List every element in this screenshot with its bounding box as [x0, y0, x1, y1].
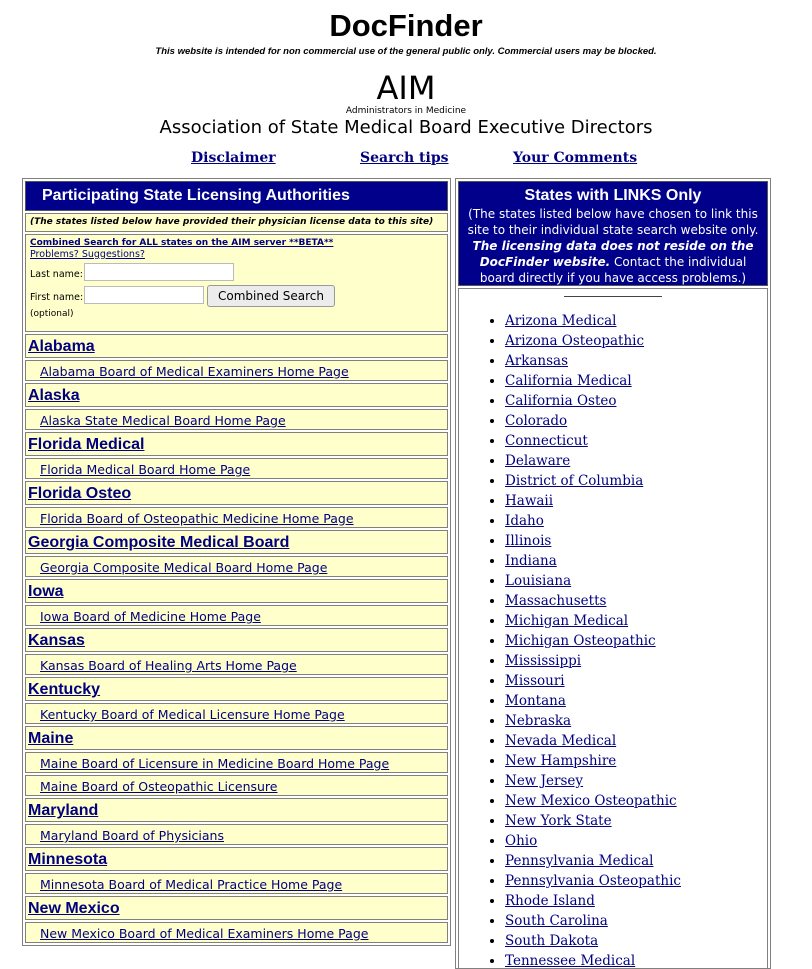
combined-search-button[interactable]: Combined Search: [207, 285, 335, 307]
list-item: [505, 311, 681, 331]
list-item: [505, 671, 681, 691]
combined-search-form: [25, 234, 448, 332]
state-website-link[interactable]: New York State: [505, 813, 612, 829]
state-website-link[interactable]: Hawaii: [505, 493, 554, 509]
state-row: [25, 847, 448, 871]
list-item: [505, 931, 681, 951]
state-row: [25, 726, 448, 750]
board-home-link[interactable]: Iowa Board of Medicine Home Page: [40, 609, 261, 624]
board-home-link[interactable]: Maryland Board of Physicians: [40, 828, 224, 843]
board-home-link[interactable]: Maine Board of Licensure in Medicine Board Home Page: [40, 756, 390, 771]
list-item: [505, 831, 681, 851]
links-desc-italic: The licensing data does not reside on the DocFinder website.: [472, 239, 754, 269]
state-link[interactable]: New Mexico: [28, 900, 120, 917]
participating-panel-title: Participating State Licensing Authorities: [25, 181, 448, 211]
state-website-link[interactable]: South Dakota: [505, 933, 599, 949]
state-link[interactable]: Kentucky: [28, 681, 101, 698]
aim-logo-text: AIM: [376, 69, 436, 107]
list-item: [505, 351, 681, 371]
list-item: [505, 651, 681, 671]
state-website-link[interactable]: Idaho: [505, 513, 544, 529]
board-home-link[interactable]: Minnesota Board of Medical Practice Home Page: [40, 877, 343, 892]
first-name-label: First name:: [30, 292, 84, 303]
board-row: [25, 922, 448, 943]
board-home-link[interactable]: Alaska State Medical Board Home Page: [40, 413, 286, 428]
state-website-link[interactable]: Mississippi: [505, 653, 582, 669]
list-item: [505, 891, 681, 911]
links-panel-header: [458, 181, 768, 286]
participating-states-panel: [22, 178, 451, 946]
optional-label: (optional): [30, 309, 74, 319]
list-item: [505, 331, 681, 351]
list-item: [505, 851, 681, 871]
state-row: [25, 530, 448, 554]
state-link[interactable]: Maryland: [28, 802, 99, 819]
top-links: [0, 150, 812, 170]
board-row: [25, 775, 448, 796]
last-name-label: Last name:: [30, 269, 83, 280]
board-row: [25, 458, 448, 479]
state-website-link[interactable]: Tennessee Medical: [505, 953, 636, 969]
list-item: [505, 491, 681, 511]
page-header: [0, 0, 812, 139]
list-item: [505, 791, 681, 811]
problems-suggestions-link[interactable]: Problems? Suggestions?: [30, 249, 145, 260]
list-item: [505, 911, 681, 931]
state-link[interactable]: Florida Medical: [28, 436, 145, 453]
list-item: [505, 731, 681, 751]
state-website-link[interactable]: Missouri: [505, 673, 565, 689]
state-website-link[interactable]: Arkansas: [505, 353, 569, 369]
state-website-link[interactable]: Ohio: [505, 833, 538, 849]
state-website-link[interactable]: New Hampshire: [505, 753, 617, 769]
state-row: [25, 896, 448, 920]
list-item: [505, 771, 681, 791]
list-item: [505, 951, 681, 969]
disclaimer-link[interactable]: Disclaimer: [191, 150, 276, 166]
first-name-input[interactable]: [84, 286, 204, 304]
state-row: [25, 432, 448, 456]
board-home-link[interactable]: Maine Board of Osteopathic Licensure: [40, 779, 278, 794]
links-desc-end: Contact the individual board directly if you have access problems.): [479, 255, 747, 285]
state-link[interactable]: Alabama: [28, 338, 95, 355]
state-website-link[interactable]: Connecticut: [505, 433, 588, 449]
board-home-link[interactable]: Georgia Composite Medical Board Home Page: [40, 560, 328, 575]
board-home-link[interactable]: Florida Medical Board Home Page: [40, 462, 251, 477]
state-website-link[interactable]: Massachusetts: [505, 593, 607, 609]
state-link[interactable]: Iowa: [28, 583, 64, 600]
state-row: [25, 579, 448, 603]
list-item: [505, 871, 681, 891]
state-website-link[interactable]: Arizona Medical: [505, 313, 617, 329]
state-website-link[interactable]: South Carolina: [505, 913, 608, 929]
state-row: [25, 383, 448, 407]
board-home-link[interactable]: New Mexico Board of Medical Examiners Home Page: [40, 926, 369, 941]
association-name: Association of State Medical Board Executive Directors: [159, 117, 653, 138]
state-row: [25, 481, 448, 505]
board-row: [25, 824, 448, 845]
state-link[interactable]: Minnesota: [28, 851, 108, 868]
state-link[interactable]: Maine: [28, 730, 74, 747]
state-row: [25, 628, 448, 652]
list-item: [505, 591, 681, 611]
state-website-link[interactable]: California Osteo: [505, 393, 617, 409]
list-item: [505, 631, 681, 651]
aim-subtitle: Administrators in Medicine: [345, 106, 467, 116]
list-item: [505, 571, 681, 591]
divider: [564, 296, 662, 297]
board-row: [25, 360, 448, 381]
state-website-link[interactable]: Nevada Medical: [505, 733, 617, 749]
state-website-link[interactable]: Indiana: [505, 553, 557, 569]
state-list: [23, 334, 450, 943]
board-home-link[interactable]: Florida Board of Osteopathic Medicine Home Page: [40, 511, 354, 526]
board-row: [25, 409, 448, 430]
list-item: [505, 551, 681, 571]
state-website-link[interactable]: Rhode Island: [505, 893, 595, 909]
board-row: [25, 556, 448, 577]
links-desc-plain: (The states listed below have chosen to link this site to their individual state search website only.: [467, 207, 759, 237]
state-row: [25, 334, 448, 358]
list-item: [505, 431, 681, 451]
state-link[interactable]: Georgia Composite Medical Board: [28, 534, 290, 551]
board-row: [25, 507, 448, 528]
state-website-link[interactable]: Michigan Medical: [505, 613, 629, 629]
state-row: [25, 677, 448, 701]
list-item: [505, 511, 681, 531]
board-home-link[interactable]: Alabama Board of Medical Examiners Home Page: [40, 364, 349, 379]
list-item: [505, 531, 681, 551]
links-panel-title: States with LINKS Only: [524, 187, 702, 204]
list-item: [505, 371, 681, 391]
list-item: [505, 691, 681, 711]
participating-note: (The states listed below have provided their physician license data to this site): [25, 213, 448, 232]
state-website-link[interactable]: New Jersey: [505, 773, 584, 789]
state-website-link[interactable]: Louisiana: [505, 573, 572, 589]
state-website-link[interactable]: Delaware: [505, 453, 571, 469]
your-comments-link[interactable]: Your Comments: [513, 150, 638, 166]
state-website-link[interactable]: Colorado: [505, 413, 568, 429]
state-link[interactable]: Florida Osteo: [28, 485, 132, 502]
board-row: [25, 703, 448, 724]
list-item: [505, 811, 681, 831]
links-list-box: [458, 288, 768, 969]
list-item: [505, 411, 681, 431]
board-row: [25, 654, 448, 675]
list-item: [505, 711, 681, 731]
board-row: [25, 873, 448, 894]
list-item: [505, 451, 681, 471]
state-website-link[interactable]: Michigan Osteopathic: [505, 633, 656, 649]
board-row: [25, 605, 448, 626]
state-website-link[interactable]: Pennsylvania Osteopathic: [505, 873, 681, 889]
page-title: DocFinder: [329, 8, 483, 43]
board-row: [25, 752, 448, 773]
last-name-input[interactable]: [84, 263, 234, 281]
state-website-link[interactable]: Pennsylvania Medical: [505, 853, 654, 869]
usage-notice: This website is intended for non commercial use of the general public only. Commercial users may be blocked.: [155, 46, 657, 57]
links-only-panel: [455, 178, 771, 969]
search-tips-link[interactable]: Search tips: [360, 150, 449, 166]
combined-search-beta-link[interactable]: Combined Search for ALL states on the AIM server **BETA**: [30, 238, 334, 248]
state-website-link[interactable]: Arizona Osteopathic: [505, 333, 645, 349]
list-item: [505, 611, 681, 631]
state-website-link[interactable]: Montana: [505, 693, 566, 709]
state-website-link[interactable]: Illinois: [505, 533, 552, 549]
state-link[interactable]: Alaska: [28, 387, 80, 404]
state-website-link[interactable]: California Medical: [505, 373, 632, 389]
state-website-link[interactable]: Nebraska: [505, 713, 572, 729]
board-home-link[interactable]: Kansas Board of Healing Arts Home Page: [40, 658, 297, 673]
board-home-link[interactable]: Kentucky Board of Medical Licensure Home Page: [40, 707, 345, 722]
state-link[interactable]: Kansas: [28, 632, 85, 649]
list-item: [505, 471, 681, 491]
list-item: [505, 751, 681, 771]
state-website-link[interactable]: District of Columbia: [505, 473, 644, 489]
state-links-list: [459, 311, 681, 969]
state-row: [25, 798, 448, 822]
state-website-link[interactable]: New Mexico Osteopathic: [505, 793, 677, 809]
links-panel-description: [463, 206, 763, 286]
list-item: [505, 391, 681, 411]
